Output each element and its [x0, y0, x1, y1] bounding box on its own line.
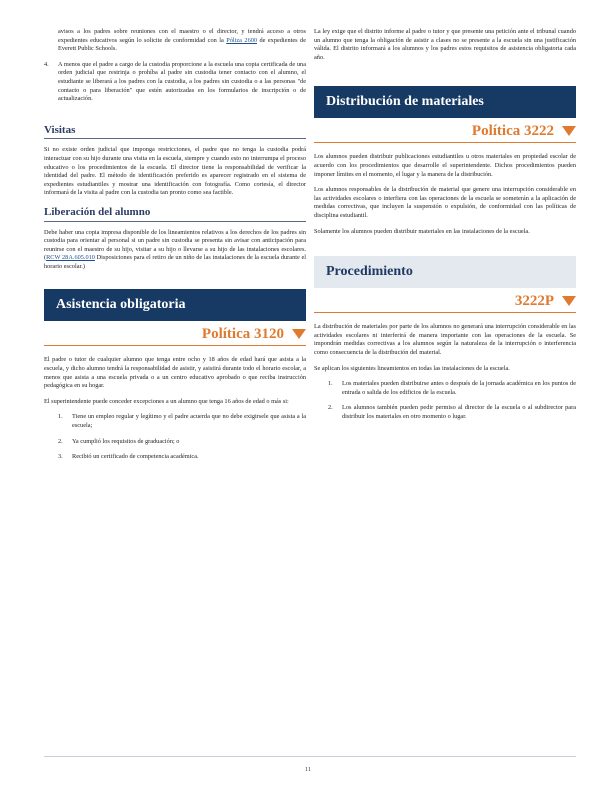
procedimiento-policy-row: [314, 292, 576, 309]
rcw-link[interactable]: RCW 28A.605.010: [46, 254, 95, 262]
distribucion-paragraph-1: Los alumnos pueden distribuir publicaciones estudiantiles u otros materiales en propiedad escolar de acuerdo con los procedimientos que desarrolle el superintendente. Dichos procedimientos pueden imponer límites en el momento, el lugar y la manera de la distribución.: [314, 153, 576, 178]
triangle-down-icon: [292, 329, 306, 339]
orange-divider: [314, 312, 576, 313]
procedimiento-paragraph-1: La distribución de materiales por parte de los alumnos no generará una interrupción considerable en las actividades escolares ni interferirá de manera importante con las operaciones de la escuela. Se impondrán medidas correctivas a los alumnos según la naturaleza de la interrupción o interferencia como consecuencia de la distribución del material.: [314, 323, 576, 356]
list-item: 3. Recibió un certificado de competencia académica.: [58, 453, 199, 461]
procedimiento-paragraph-2: Se aplican los siguientes lineamientos en todas las instalaciones de la escuela.: [314, 364, 510, 372]
triangle-down-icon: [562, 296, 576, 306]
asistencia-banner: Asistencia obligatoria: [44, 289, 306, 321]
right-column: [314, 28, 576, 428]
list-item: 1. Los materiales pueden distribuirse antes o después de la jornada académica en los puntos de entrada o salida de los edificios de la escuela.: [328, 380, 576, 396]
visitas-heading: Visitas: [44, 123, 76, 136]
continued-paragraph: avisos a los padres sobre reuniones con el maestro o el director, y tendrá acceso a otros expedientes educativos según lo solicite de conformidad con la Póliza 2600 de expedientes de Everett Public Schools.: [58, 28, 306, 53]
triangle-down-icon: [562, 126, 576, 136]
policy-label: Política 3120: [201, 326, 284, 343]
asistencia-list: [58, 413, 306, 461]
distribucion-paragraph-3: Solamente los alumnos pueden distribuir materiales en las instalaciones de la escuela.: [314, 227, 530, 235]
procedimiento-banner: Procedimiento: [314, 256, 576, 288]
visitas-paragraph: Si no existe orden judicial que imponga restricciones, el padre que no tenga la custodia podrá interactuar con su hijo durante una visita en la escuela, siempre y cuando esto no interrumpa el proceso educativo o los procedimientos de la escuela. El director tiene la responsabilidad de verificar la identidad del padre. El método de identificación preferido es aparecer registrado en el sistema de expedientes estudiantiles y mostrar una identificación con fotografía. Como cortesía, el director informará de la visita al padre con la custodia tan pronto como sea factible.: [44, 146, 306, 197]
policy-label: Política 3222: [471, 123, 554, 140]
policy-label: 3222P: [514, 292, 554, 309]
left-column: [44, 28, 306, 469]
orange-divider: [314, 142, 576, 143]
procedimiento-list: [328, 380, 576, 421]
list-item: 2. Los alumnos también pueden pedir permiso al director de la escuela o al subdirector para distribuir los materiales en otro momento o lugar.: [328, 404, 576, 420]
page-number: 11: [304, 766, 312, 773]
asistencia-paragraph-2: El superintendente puede conceder excepciones a un alumno que tenga 16 años de edad o más si:: [44, 397, 289, 405]
orange-divider: [44, 345, 306, 346]
footer-divider: [44, 756, 576, 757]
distribucion-banner: Distribución de materiales: [314, 86, 576, 118]
distribucion-policy-row: [314, 123, 576, 140]
release-list: [44, 61, 306, 104]
policy-2600-link[interactable]: Póliza 2600: [226, 36, 258, 44]
asistencia-paragraph-1: El padre o tutor de cualquier alumno que tenga entre ocho y 18 años de edad hará que asista a la escuela, y dicho alumno tendrá la responsabilidad de asistir, y asistirá durante todo el horario escolar, a menos que asista a una escuela privada o a un centro educativo aprobado o que reciba instrucción pedagógica en su hogar.: [44, 356, 306, 390]
liberacion-heading: Liberación del alumno: [44, 205, 151, 218]
list-item: 2. Ya cumplió los requisitos de graduación; o: [58, 437, 180, 445]
asistencia-policy-row: [44, 326, 306, 343]
attendance-law-paragraph: La ley exige que el distrito informe al padre o tutor y que presente una petición ante el tribunal cuando un alumno que tenga la obligación de asistir a clases no se presente a la escuela sin una justificación válida. El distrito informará a los alumnos y los padres estos requisitos de asistencia obligatoria cada año.: [314, 28, 576, 61]
distribucion-paragraph-2: Los alumnos responsables de la distribución de material que genere una interrupción considerable en las actividades escolares o interfiera con las operaciones de la escuela se someterán a la aplicación de medidas correctivas, que incluyen la suspensión o expulsión, de conformidad con las políticas de disciplina estudiantil.: [314, 186, 576, 219]
list-item: 1. Tiene un empleo regular y legítimo y el padre acuerda que no debe exigirsele que asista a la escuela;: [58, 413, 306, 430]
section-divider: [44, 138, 306, 139]
list-item: 4. A menos que el padre a cargo de la custodia proporcione a la escuela una copia certificada de una orden judicial que restrinja o prohíba al padre sin custodia tener contacto con el alumno, el estudiante se liberará a los padres con la custodia, a los padres sin custodia o a las personas "de contacto o para liberación" que estén autorizadas en los formularios de inscripción o de actualización.: [44, 60, 306, 103]
section-divider: [44, 221, 306, 222]
liberacion-paragraph: Debe haber una copia impresa disponible de los lineamientos relativos a los derechos de los padres sin custodia para orientar al personal si un padre sin custodia se presenta sin avisar con anticipación para reunirse con el maestro de su hijo, visitar a su hijo o llevarse a su hijo de las instalaciones escolares. (RCW 28A.605.010 Disposiciones para el retiro de un niño de las instalaciones de la escuela durante el horario escolar.): [44, 228, 307, 270]
